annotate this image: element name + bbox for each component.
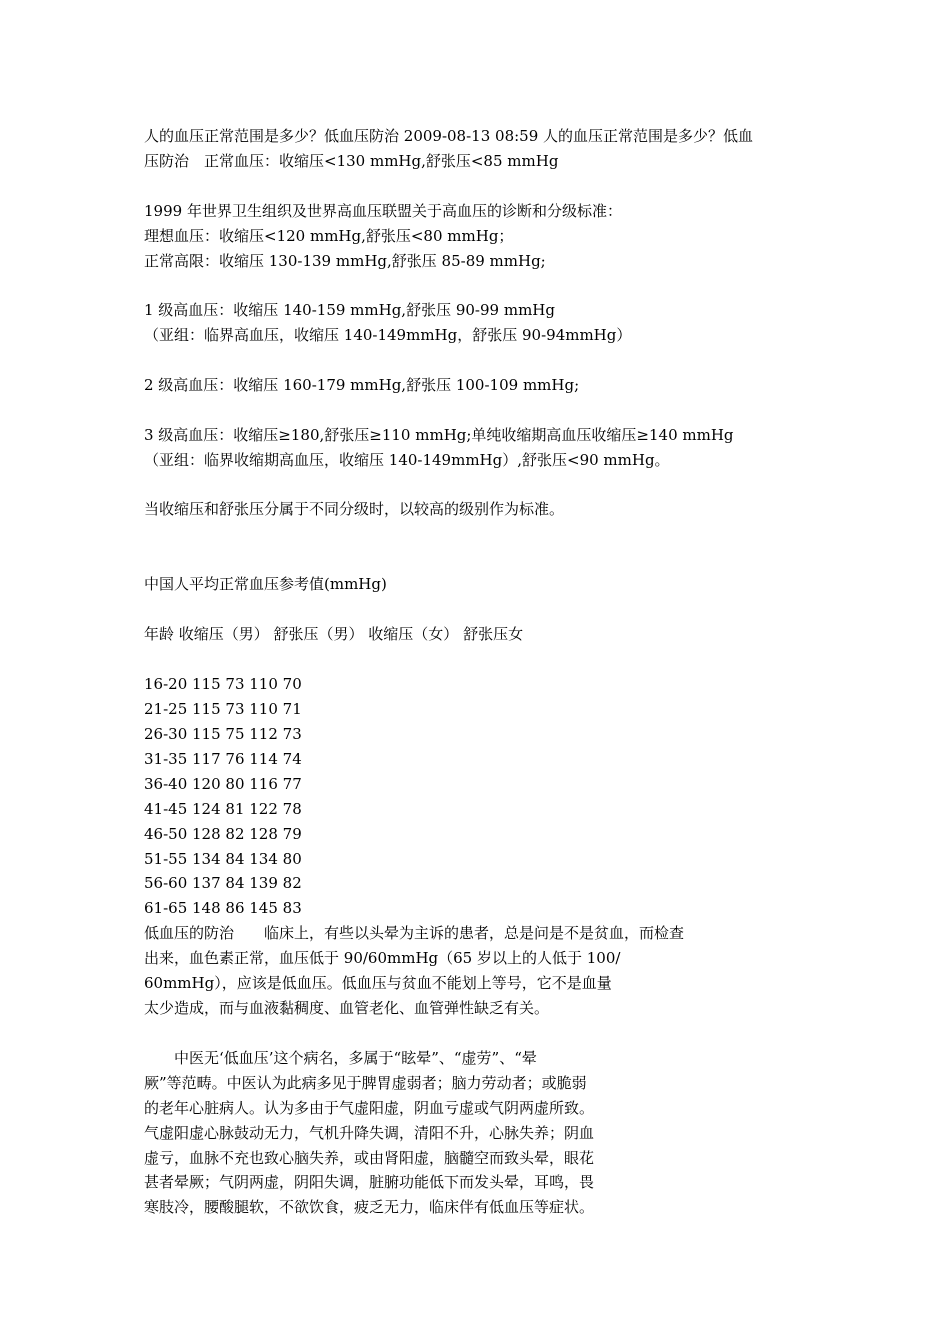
tcm-line-7: 寒肢冷，腰酸腿软，不欲饮食，疲乏无力，临床伴有低血压等症状。 <box>144 1198 595 1216</box>
tcm-line-2: 厥”等范畴。中医认为此病多见于脾胃虚弱者；脑力劳动者；或脆弱 <box>144 1074 587 1092</box>
table-row: 51-55 134 84 134 80 <box>144 850 302 868</box>
tcm-line-4: 气虚阳虚心脉鼓动无力，气机升降失调，清阳不升，心脉失养；阴血 <box>144 1124 595 1142</box>
hypotension-line-3: 60mmHg），应该是低血压。低血压与贫血不能划上等号，它不是血量 <box>144 974 612 992</box>
grade2-line: 2 级高血压：收缩压 160-179 mmHg,舒张压 100-109 mmHg; <box>144 376 580 394</box>
tcm-line-3: 的老年心脏病人。认为多由于气虚阳虚，阴血亏虚或气阴两虚所致。 <box>144 1099 595 1117</box>
intro-line-2: 压防治 正常血压：收缩压<130 mmHg,舒张压<85 mmHg <box>144 152 559 170</box>
table-row: 31-35 117 76 114 74 <box>144 750 302 768</box>
standard-note: 当收缩压和舒张压分属于不同分级时，以较高的级别作为标准。 <box>144 500 565 518</box>
intro-line-1: 人的血压正常范围是多少？低血压防治 2009-08-13 08:59 人的血压正常范围是多少？低血 <box>144 127 754 145</box>
table-row: 36-40 120 80 116 77 <box>144 775 302 793</box>
hypotension-line-4: 太少造成，而与血液黏稠度、血管老化、血管弹性缺乏有关。 <box>144 999 550 1017</box>
table-row: 46-50 128 82 128 79 <box>144 825 302 843</box>
hypotension-line-1: 低血压的防治 临床上，有些以头晕为主诉的患者，总是问是不是贫血，而检查 <box>144 924 685 942</box>
table-row: 26-30 115 75 112 73 <box>144 725 302 743</box>
table-row: 21-25 115 73 110 71 <box>144 700 302 718</box>
hypotension-line-2: 出来，血色素正常，血压低于 90/60mmHg（65 岁以上的人低于 100/ <box>144 949 621 967</box>
tcm-line-1: 中医无‘低血压’这个病名，多属于“眩晕”、“虚劳”、“晕 <box>144 1049 537 1067</box>
table-row: 41-45 124 81 122 78 <box>144 800 302 818</box>
tcm-line-5: 虚亏，血脉不充也致心脑失养，或由肾阳虚，脑髓空而致头晕，眼花 <box>144 1149 595 1167</box>
grade3-subgroup-line: （亚组：临界收缩期高血压，收缩压 140-149mmHg）,舒张压<90 mmHg。 <box>144 451 670 469</box>
ideal-bp-line: 理想血压：收缩压<120 mmHg,舒张压<80 mmHg； <box>144 227 514 245</box>
table-row: 61-65 148 86 145 83 <box>144 899 302 917</box>
grade1-line: 1 级高血压：收缩压 140-159 mmHg,舒张压 90-99 mmHg <box>144 301 555 319</box>
table-header: 年龄 收缩压（男） 舒张压（男） 收缩压（女） 舒张压女 <box>144 625 524 643</box>
table-row: 56-60 137 84 139 82 <box>144 874 302 892</box>
tcm-line-6: 甚者晕厥；气阴两虚，阴阳失调，脏腑功能低下而发头晕，耳鸣，畏 <box>144 1173 595 1191</box>
grade3-line: 3 级高血压：收缩压≥180,舒张压≥110 mmHg;单纯收缩期高血压收缩压≥140 mmHg <box>144 426 734 444</box>
high-normal-line: 正常高限：收缩压 130-139 mmHg,舒张压 85-89 mmHg; <box>144 252 546 270</box>
who-standard-heading: 1999 年世界卫生组织及世界高血压联盟关于高血压的诊断和分级标准： <box>144 202 622 220</box>
grade1-subgroup-line: （亚组：临界高血压，收缩压 140-149mmHg，舒张压 90-94mmHg） <box>144 326 632 344</box>
table-row: 16-20 115 73 110 70 <box>144 675 302 693</box>
table-title: 中国人平均正常血压参考值(mmHg) <box>144 575 387 593</box>
